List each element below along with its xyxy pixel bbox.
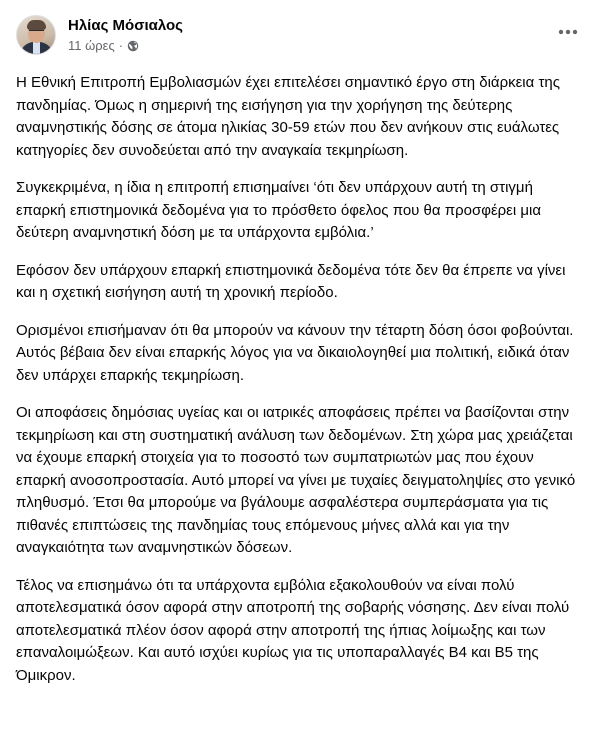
- avatar-shirt: [33, 42, 40, 55]
- post-paragraph: Συγκεκριμένα, η ίδια η επιτροπή επισημαίνει ‘ότι δεν υπάρχουν αυτή τη στιγμή επαρκή επιστημονικά δεδομένα για το πρόσθετο όφελος που θα προσφέρει μια δεύτερη αναμνηστική δόση με τα υπάρχοντα εμβόλια.’: [16, 179, 541, 241]
- post-paragraph: Εφόσον δεν υπάρχουν επαρκή επιστημονικά δεδομένα τότε δεν θα έπρεπε να γίνει και η σχετική εισήγηση αυτή τη χρονική περίοδο.: [16, 261, 566, 301]
- post-header: [16, 12, 586, 58]
- avatar-hair: [27, 20, 46, 30]
- post-paragraph: Τέλος να επισημάνω ότι τα υπάρχοντα εμβόλια εξακολουθούν να είναι πολύ αποτελεσματικά όσον αφορά στην αποτροπή της σοβαρής νόσησης. Δεν είναι πολύ αποτελεσματικά πλέον όσον αφορά στην αποτροπή της ήπιας λοίμωξης και των επαναλοιμώξεων. Και αυτό ισχύει κυρίως για τις υποπαραλλαγές Β4 και Β5 της Όμικρον.: [16, 576, 570, 684]
- post-paragraph: Οι αποφάσεις δημόσιας υγείας και οι ιατρικές αποφάσεις πρέπει να βασίζονται στην τεκμηρίωση και στη συστηματική ανάλυση των δεδομένων. Στη χώρα μας χρειάζεται να έχουμε επαρκή στοιχεία για το ποσοστό των συμπατριωτών μας που έχουν επαρκή ανοσοπροστασία. Αυτό μπορεί να γίνει με τυχαίες δειγματοληψίες στο γενικό πληθυσμό. Έτσι θα μπορούμε να βγάλουμε ασφαλέστερα συμπεράσματα για τις πιθανές επιπτώσεις της πανδημίας τους επόμενους μήνες αλλά και για την αναγκαιότητα των αναμνηστικών δόσεων.: [16, 404, 576, 556]
- separator-dot: ·: [118, 38, 124, 53]
- avatar-glasses: [29, 30, 44, 35]
- post-subline: [68, 38, 183, 54]
- more-options-icon: [558, 29, 578, 35]
- post-meta: [68, 16, 183, 54]
- author-avatar[interactable]: [16, 15, 56, 55]
- post-paragraph: Η Εθνική Επιτροπή Εμβολιασμών έχει επιτελέσει σημαντικό έργο στη διάρκεια της πανδημίας. Όμως η σημερινή της εισήγηση για την χορήγηση της δεύτερης αναμνηστικής δόσης σε άτομα ηλικίας 30-59 ετών που δεν ανήκουν στις ευάλωτες κατηγορίες δεν συνοδεύεται από την αναγκαία τεκμηρίωση.: [16, 74, 560, 159]
- post-body: [16, 72, 586, 702]
- globe-icon[interactable]: [127, 40, 139, 52]
- more-options-button[interactable]: [554, 22, 582, 42]
- author-name[interactable]: Ηλίας Μόσιαλος: [68, 17, 183, 34]
- post-paragraph: Ορισμένοι επισήμαναν ότι θα μπορούν να κάνουν την τέταρτη δόση όσοι φοβούνται. Αυτός βέβαια δεν είναι επαρκής λόγος για να δικαιολογηθεί μια πολιτική, ειδικά όταν δεν υπάρχει επαρκής τεκμηρίωση.: [16, 321, 574, 384]
- post-timestamp[interactable]: 11 ώρες: [68, 38, 115, 53]
